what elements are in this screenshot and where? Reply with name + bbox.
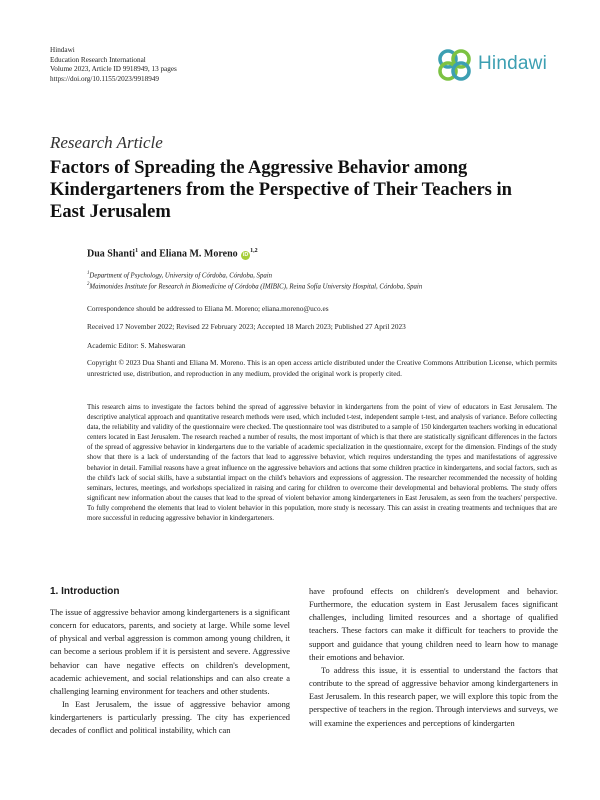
affiliation-1-number: 1 (87, 271, 90, 276)
article-title: Factors of Spreading the Aggressive Behavior among Kindergarteners from the Perspective of Their Teachers in East Jerusalem (50, 158, 512, 222)
section-heading-introduction: 1. Introduction (50, 586, 120, 597)
logo-text: Hindawi (478, 53, 547, 74)
publisher-name: Hindawi (50, 46, 75, 54)
hindawi-logo-mark (436, 48, 476, 82)
doi-link[interactable]: https://doi.org/10.1155/2023/9918949 (50, 74, 160, 83)
author-1[interactable]: Dua Shanti (87, 248, 136, 260)
correspondence: Correspondence should be addressed to Eliana M. Moreno; eliana.moreno@uco.es (87, 304, 329, 313)
author-2[interactable]: Eliana M. Moreno (159, 248, 238, 260)
hindawi-logo[interactable] (436, 48, 556, 82)
author-separator: and (138, 248, 160, 260)
author-1-affiliation: 1 (135, 248, 139, 254)
body-column-right (309, 585, 558, 730)
affiliation-2-number: 2 (87, 282, 90, 287)
body-column-left (50, 606, 290, 738)
affiliation-1 (87, 271, 557, 279)
paragraph: The issue of aggressive behavior among kindergarteners is a significant concern for educators, parents, and society at large. While some level of physical and verbal aggression is common among young children, it can become a serious problem if it is persistent and severe. Aggressive behavior can have negative effects on children's development, academic achievement, and social relationships and can also create a challenging learning environment for teachers and other students. (50, 608, 290, 696)
abstract: This research aims to investigate the factors behind the spread of aggressive behavior in kindergartens from the point of view of educators in East Jerusalem. The descriptive analytical approach and quantitative research methods were used, which included t-test, independent sample t-test, and analysis of variance. Before collecting data, the reliability and validity of the questionnaire were checked. The questionnaire tool was distributed to a sample of 150 kindergarten teachers working in educational centers located in East Jerusalem. The research reached a number of results, the most important of which is that there are statistically significant differences in the factors of the spread of aggressive behavior in kindergartens due to the variable of academic specialization in the questionnaire, except for the dimension. Findings of the study show that there is a lack of understanding of the factors that lead to aggressive behavior, which requires understanding the types and manifestations of aggressive behavior in detail. Familial reasons have a great influence on the aggressive behaviors and actions that some children practice in kindergartens, and social factors, such as the child's lack of social skills, have a substantial impact on the child's behaviors and expressions of aggression. The researcher recommended the necessity of holding seminars, lectures, meetings, and workshops specialized in raising and caring for children to overcome their developmental and behavioral problems. The study offers significant new information about the causes that lead to the spread of violent behavior among kindergarteners in East Jerusalem, as seen from the teachers' perspective. To fully comprehend the elements that lead to violent behavior in this population, more study is necessary. This can assist in creating treatments and techniques that are more successful in reducing aggressive behavior in kindergarteners. (87, 404, 557, 523)
volume-info: Volume 2023, Article ID 9918949, 13 pages (50, 65, 177, 74)
paragraph: To address this issue, it is essential to understand the factors that contribute to the spread of aggressive behavior among kindergarteners in East Jerusalem. In this research paper, we will explore this topic from the perspective of teachers in the region. Through interviews and surveys, we will examine the experiences and perceptions of kindergarten (309, 665, 558, 728)
affiliation-1-text: Department of Psychology, University of Córdoba, Córdoba, Spain (89, 272, 273, 280)
copyright-notice: Copyright © 2023 Dua Shanti and Eliana M. Moreno. This is an open access article distributed under the Creative Commons Attribution License, which permits unrestricted use, distribution, and reproduction in any medium, provided the original work is properly cited. (87, 358, 557, 378)
journal-header (50, 46, 177, 84)
paragraph: have profound effects on children's development and behavior. Furthermore, the education system in East Jerusalem faces significant challenges, including limited resources and a shortage of qualified teachers. These factors can make it difficult for teachers to provide the support and guidance that young children need to learn how to manage their emotions and behavior. (309, 587, 558, 662)
author-2-affiliation: 1,2 (250, 248, 258, 254)
article-type: Research Article (50, 133, 163, 152)
journal-name: Education Research International (50, 55, 146, 64)
publication-dates: Received 17 November 2022; Revised 22 February 2023; Accepted 18 March 2023; Published 27 April 2023 (87, 322, 406, 331)
orcid-icon[interactable]: iD (242, 252, 249, 259)
academic-editor: Academic Editor: S. Maheswaran (87, 341, 186, 350)
affiliation-2 (87, 282, 557, 290)
paragraph: In East Jerusalem, the issue of aggressive behavior among kindergarteners is particularly pressing. The city has experienced decades of conflict and political instability, which can (50, 700, 290, 736)
affiliation-2-text: Maimonides Institute for Research in Biomedicine of Córdoba (IMIBIC), Reina Sofía University Hospital, Córdoba, Spain (89, 283, 423, 291)
authors-line (87, 248, 258, 260)
